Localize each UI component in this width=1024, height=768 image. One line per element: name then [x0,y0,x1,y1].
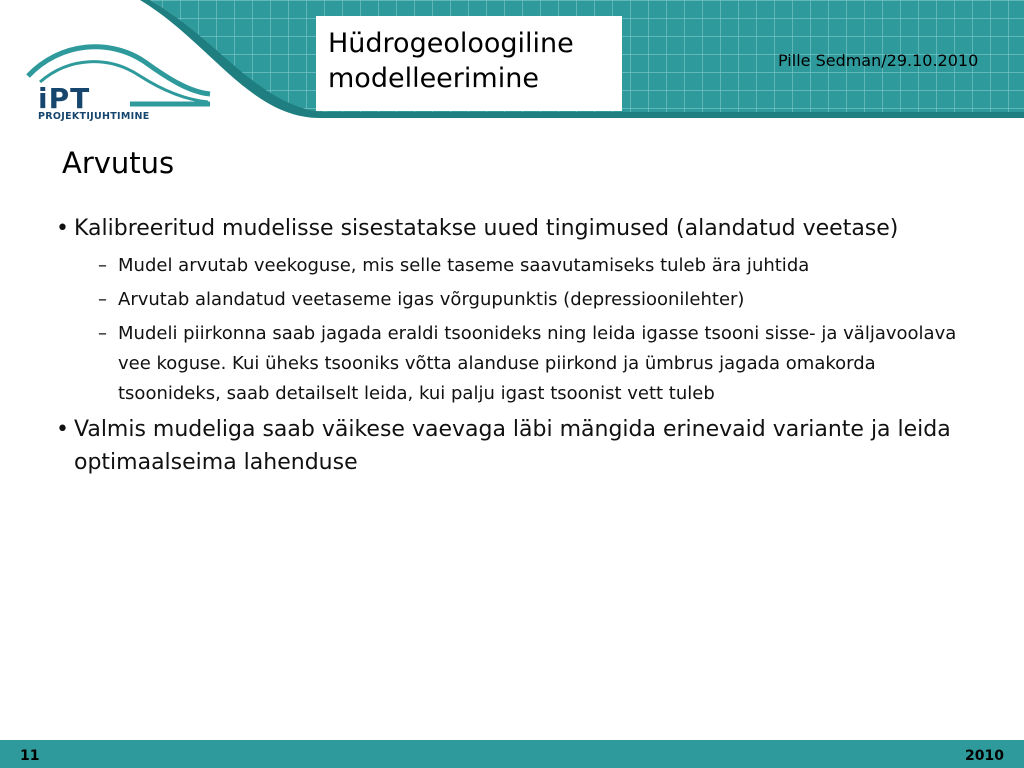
slide-heading: Arvutus [62,146,175,180]
footer-bar [0,740,1024,768]
logo-subtext: PROJEKTIJUHTIMINE [38,111,150,122]
footer-year: 2010 [965,748,1004,764]
bullet-1: • Kalibreeritud mudelisse sisestatakse uued tingimused (alandatud veetase) [56,212,976,245]
bullet-2: • Valmis mudeliga saab väikese vaevaga läbi mängida erinevaid variante ja leida optimaalseima lahenduse [56,413,976,479]
page-number: 11 [20,748,40,764]
presentation-title [316,16,622,111]
author-date: Pille Sedman/29.10.2010 [778,51,979,70]
sub-bullet-1-1: – Mudel arvutab veekoguse, mis selle taseme saavutamiseks tuleb ära juhtida [56,251,976,281]
title-line-1: Hüdrogeoloogiline [328,28,574,59]
sub-bullet-1-2: – Arvutab alandatud veetaseme igas võrgupunktis (depressioonilehter) [56,285,976,315]
logo-text: iPT [38,82,91,115]
slide-content [56,212,976,485]
sub-bullet-1-3: – Mudeli piirkonna saab jagada eraldi tsoonideks ning leida igasse tsooni sisse- ja väljavoolava vee koguse. Kui üheks tsooniks võtta alanduse piirkond ja ümbrus jagada omakorda tsoonideks, saab detailselt leida, kui palju igast tsoonist vett tuleb [56,319,976,409]
title-line-2: modelleerimine [328,63,539,94]
